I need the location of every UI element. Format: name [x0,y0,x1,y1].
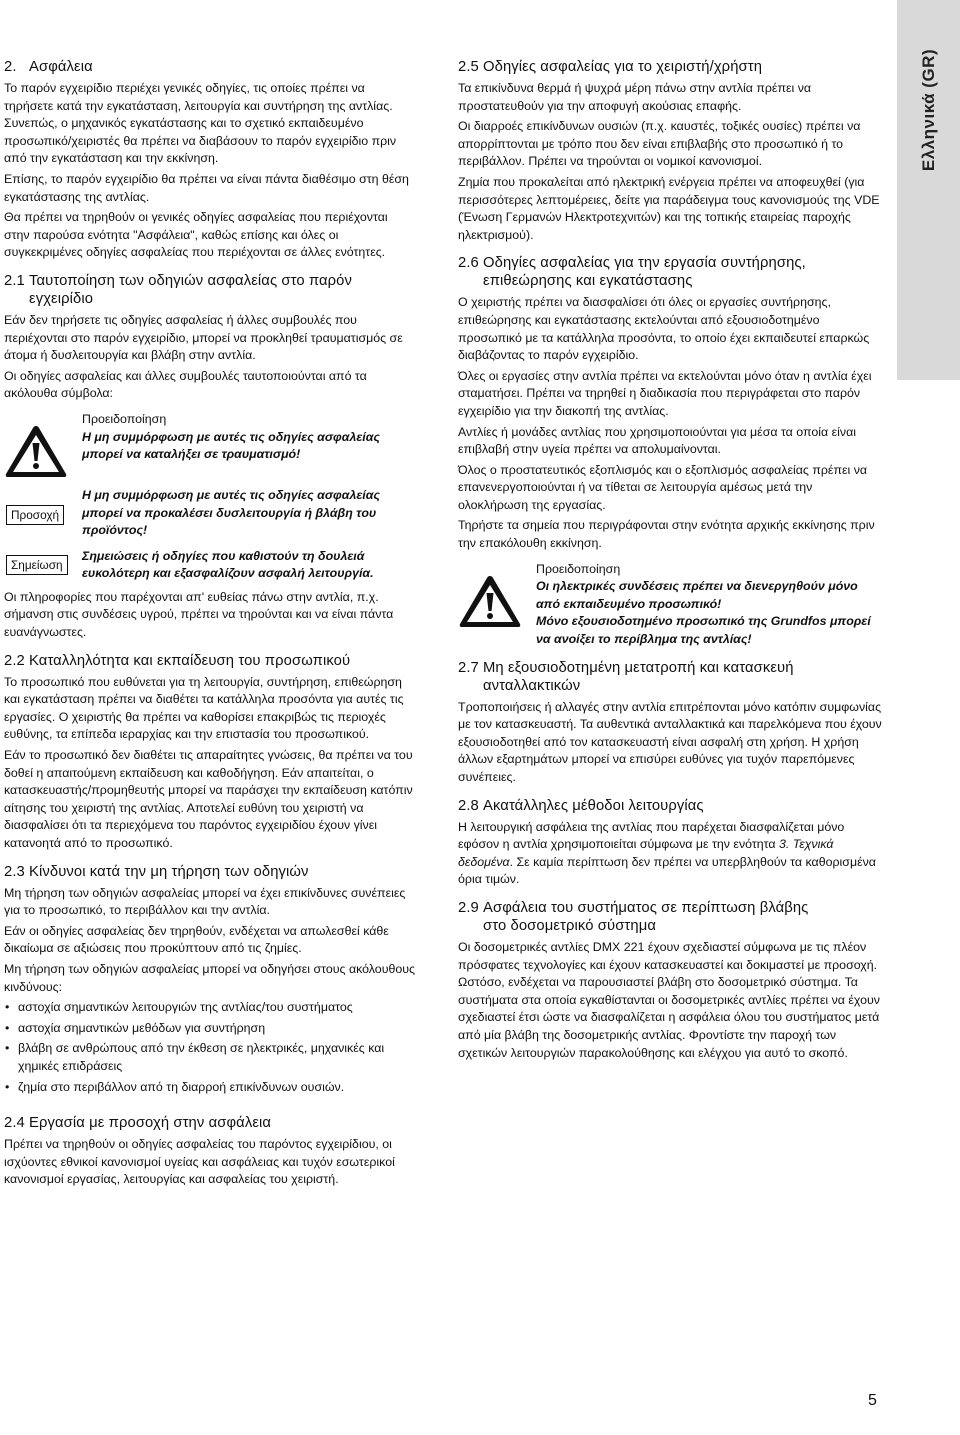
warning-triangle-icon [458,561,536,649]
paragraph: Θα πρέπει να τηρηθούν οι γενικές οδηγίες ασφαλείας που περιέχονται στην παρούσα ενότητα "Ασφάλεια", καθώς επίσης και όλες οι συγκεκριμένες οδηγίες ασφαλείας που περιέχονται σε άλλες ενότητες. [4,210,388,260]
section-2-3-heading: 2.3 Κίνδυνοι κατά την μη τήρηση των οδηγιών [4,863,309,880]
paragraph: Όλος ο προστατευτικός εξοπλισμός και ο εξοπλισμός ασφαλείας πρέπει να επανενεργοποιούνται ή να τίθεται σε λειτουργία αμέσως μετά την ολοκλήρωση της εργασίας. [458,462,868,512]
paragraph: Μη τήρηση των οδηγιών ασφαλείας μπορεί να έχει επικίνδυνες συνέπειες για το προσωπικό, το περιβάλλον και την αντλία. [4,885,406,918]
note-label: Σημείωση [6,555,68,575]
list-item: • αστοχία σημαντικών μεθόδων για συντήρηση [5,1020,266,1035]
paragraph: Οι οδηγίες ασφαλείας και άλλες συμβουλές ταυτοποιούνται από τα ακόλουθα σύμβολα: [4,368,367,401]
list-item: • αστοχία σημαντικών λειτουργιών της αντλίας/του συστήματος [5,1000,353,1015]
paragraph: Αντλίες ή μονάδες αντλίας που χρησιμοποιούνται για μέσα τα οποία είναι επιβλαβή στην υγεία πρέπει να απολυμαίνονται. [458,424,857,457]
section-2-2-heading: 2.2 Καταλληλότητα και εκπαίδευση του προσωπικού [4,652,351,669]
caution-label: Προσοχή [6,505,64,525]
cross-reference: 3. Τεχνικά δεδομένα [458,837,834,869]
paragraph: Εάν οι οδηγίες ασφαλείας δεν τηρηθούν, ενδέχεται να απωλεσθεί κάθε δικαίωμα σε αξιώσεις που προκύπτουν από τις ζημίες. [4,923,389,956]
paragraph: Οι δοσομετρικές αντλίες DMX 221 έχουν σχεδιαστεί σύμφωνα με τις πλέον πρόσφατες τεχνολογίες και έχουν κατασκευαστεί και δοκιμαστεί με προσοχή. Ωστόσο, ενδέχεται να παρουσιαστεί βλάβη στο δοσομετρικό σύστημα. Τα συστήματα στα οποία εγκαθίστανται οι δοσομετρικές αντλίες πρέπει να έχουν σχεδιαστεί έτσι ώστε να διασφαλίζεται η ασφάλεια όλου του συστήματος μετά από μία βλάβη της δοσομετρικής αντλίας. Φροντίστε την παροχή των σχετικών λειτουργιών παρακολούθησης και ελέγχου για αυτό το σκοπό. [458,939,880,1060]
section-2-8-heading: 2.8 Ακατάλληλες μέθοδοι λειτουργίας [458,797,704,814]
warning-triangle-icon [4,411,82,479]
paragraph: Ο χειριστής πρέπει να διασφαλίσει ότι όλες οι εργασίες συντήρησης, επιθεώρησης και εγκατάστασης εκτελούνται από εξουσιοδοτημένο προσωπικό με τα κατάλληλα προσόντα, το οποίο έχει εκπαιδευτεί επαρκώς διαβάζοντας το παρόν εγχειρίδιο. [458,295,870,363]
section-2-4-heading: 2.4 Εργασία με προσοχή στην ασφάλεια [4,1115,272,1132]
paragraph: Τα επικίνδυνα θερμά ή ψυχρά μέρη πάνω στην αντλία πρέπει να προστατευθούν για την αποφυγή ακούσιας επαφής. [458,81,812,113]
paragraph: Τροποποιήσεις ή αλλαγές στην αντλία επιτρέπονται μόνο κατόπιν συμφωνίας με τον κατασκευαστή. Τα αυθεντικά ανταλλακτικά και παρελκόμενα που έχουν εξουσιοδοτηθεί από τον κατασκευαστή είναι ασφαλή στη χρήση. Η χρήση άλλων εξαρτημάτων μπορεί να επισύρει ευθύνες για τυχόν παρεπόμενες συνέπειες. [458,699,882,784]
paragraph: Μη τήρηση των οδηγιών ασφαλείας μπορεί να οδηγήσει στους ακόλουθους κινδύνους: [4,961,416,994]
section-2-9-heading: 2.9 Ασφάλεια του συστήματος σε περίπτωση βλάβης στο δοσομετρικό σύστημα [458,899,809,934]
paragraph: Τηρήστε τα σημεία που περιγράφονται στην ενότητα αρχικής εκκίνησης πριν την επακόλουθη εκκίνηση. [458,518,875,551]
paragraph: Οι πληροφορίες που παρέχονται απ' ευθείας πάνω στην αντλία, π.χ. σήμανση στις συνδέσεις υγρού, πρέπει να τηρούνται και να είναι πάντα ευανάγνωστες. [4,589,394,640]
warning-text: Οι ηλεκτρικές συνδέσεις πρέπει να διενεργηθούν μόνο από εκπαιδευμένο προσωπικό! [536,579,858,611]
warning-title: Προειδοποίηση [82,411,167,426]
paragraph: Εάν δεν τηρήσετε τις οδηγίες ασφαλείας ή άλλες συμβουλές που περιέχονται στο παρόν εγχειρίδιο, μπορεί να προκληθεί τραυματισμός σε άτομα ή δυσλειτουργία και βλάβη στην αντλία. [4,312,403,363]
section-2-6-heading: 2.6 Οδηγίες ασφαλείας για την εργασία συντήρησης, επιθεώρησης και εγκατάστασης [458,255,806,290]
warning-notice [458,561,883,649]
warning-title: Προειδοποίηση [536,561,621,576]
section-2-heading: 2. Ασφάλεια [4,59,93,75]
warning-text: Η μη συμμόρφωση με αυτές τις οδηγίες ασφαλείας μπορεί να καταλήξει σε τραυματισμό! [82,429,381,462]
language-tab [897,0,960,380]
list-item: • ζημία στο περιβάλλον από τη διαρροή επικίνδυνων ουσιών. [5,1079,345,1094]
paragraph: Εάν το προσωπικό δεν διαθέτει τις απαραίτητες γνώσεις, θα πρέπει να του δοθεί η απαιτούμενη εκπαίδευση και καθοδήγηση. Εάν απαιτείται, ο κατασκευαστής/προμηθευτής μπορεί να παράσχει την εκπαίδευση κατόπιν αίτησης του χειριστή της αντλίας. Αποτελεί ευθύνη του χειριστή να διασφαλίσει ότι τα περιεχόμενα του παρόντος εγχειριδίου έχουν γίνει κατανοητά από το προσωπικό. [4,748,413,850]
note-notice [4,548,416,583]
warning-notice [4,411,416,479]
page-number: 5 [868,1392,877,1409]
section-2-7-heading: 2.7 Μη εξουσιοδοτημένη μετατροπή και κατασκευή ανταλλακτικών [458,659,794,694]
section-2-1-heading: 2.1 Ταυτοποίηση των οδηγιών ασφαλείας στο παρόν εγχειρίδιο [4,272,352,307]
language-tab-label: Ελληνικά (GR) [918,48,938,172]
caution-notice [4,487,416,540]
paragraph: Επίσης, το παρόν εγχειρίδιο θα πρέπει να είναι πάντα διαθέσιμο στη θέση εγκατάστασης της αντλίας. [4,171,409,204]
right-column [458,58,883,1065]
paragraph: Οι διαρροές επικίνδυνων ουσιών (π.χ. καυστές, τοξικές ουσίες) πρέπει να απορρίπτονται με τρόπο που δεν είναι επιβλαβής στο προσωπικό ή το περιβάλλον. Πρέπει να τηρούνται οι νομικοί κανονισμοί. [458,119,861,169]
warning-text: Μόνο εξουσιοδοτημένο προσωπικό της Grundfos μπορεί να ανοίξει το περίβλημα της αντλίας! [536,614,871,647]
paragraph: Το παρόν εγχειρίδιο περιέχει γενικές οδηγίες, τις οποίες πρέπει να τηρήσετε κατά την εγκατάσταση, λειτουργία και συντήρηση της αντλίας. Συνεπώς, ο μηχανικός εγκατάστασης και το σχετικό εκπαιδευμένο προσωπικό/χειριστές θα πρέπει να διαβάσουν το παρόν εγχειρίδιο πριν από την εγκατάσταση και την εκκίνηση. [4,81,397,166]
note-text: Σημειώσεις ή οδηγίες που καθιστούν τη δουλειά ευκολότερη και εξασφαλίζουν ασφαλή λειτουργία. [82,548,374,581]
list-item: • βλάβη σε ανθρώπους από την έκθεση σε ηλεκτρικές, μηχανικές και χημικές επιδράσεις [5,1041,385,1073]
caution-text: Η μη συμμόρφωση με αυτές τις οδηγίες ασφαλείας μπορεί να προκαλέσει δυσλειτουργία ή βλάβη του προϊόντος! [82,487,381,538]
section-2-5-heading: 2.5 Οδηγίες ασφαλείας για το χειριστή/χρήστη [458,59,763,75]
paragraph: Όλες οι εργασίες στην αντλία πρέπει να εκτελούνται μόνο όταν η αντλία έχει σταματήσει. Πρέπει να τηρηθεί η διαδικασία που περιγράφεται στο παρόν εγχειρίδιο για την διακοπή της αντλίας. [458,368,872,418]
left-column [4,58,416,1192]
paragraph: Πρέπει να τηρηθούν οι οδηγίες ασφαλείας του παρόντος εγχειρίδιου, οι ισχύοντες εθνικοί κανονισμοί υγείας και ασφάλειας και τυχόν εσωτερικοί κανονισμοί εργασίας, λειτουργίας και ασφαλείας του χειριστή. [4,1137,395,1187]
paragraph: Η λειτουργική ασφάλεια της αντλίας που παρέχεται διασφαλίζεται μόνο εφόσον η αντλία χρησιμοποιείται σύμφωνα με την ενότητα 3. Τεχνικά δεδομένα. Σε καμία περίπτωση δεν πρέπει να υπερβληθούν τα καθορισμένα όρια τιμών. [458,819,876,887]
hazard-list [4,999,416,1096]
paragraph: Το προσωπικό που ευθύνεται για τη λειτουργία, συντήρηση, επιθεώρηση και εγκατάσταση πρέπει να διαθέτει τα κατάλληλα προσόντα για αυτές τις εργασίες. Ο χειριστής θα πρέπει να καθορίσει επακριβώς τις περιοχές ευθύνης, τα επίπεδα ιεραρχίας και την επιστασία του προσωπικού. [4,674,404,742]
paragraph: Ζημία που προκαλείται από ηλεκτρική ενέργεια πρέπει να αποφευχθεί (για περισσότερες λεπτομέρειες, δείτε για παράδειγμα τους κανονισμούς της VDE (Ένωση Γερμανών Ηλεκτροτεχνιτών) και της τοπικής εταιρείας παροχής ηλεκτρισμού). [458,174,880,242]
